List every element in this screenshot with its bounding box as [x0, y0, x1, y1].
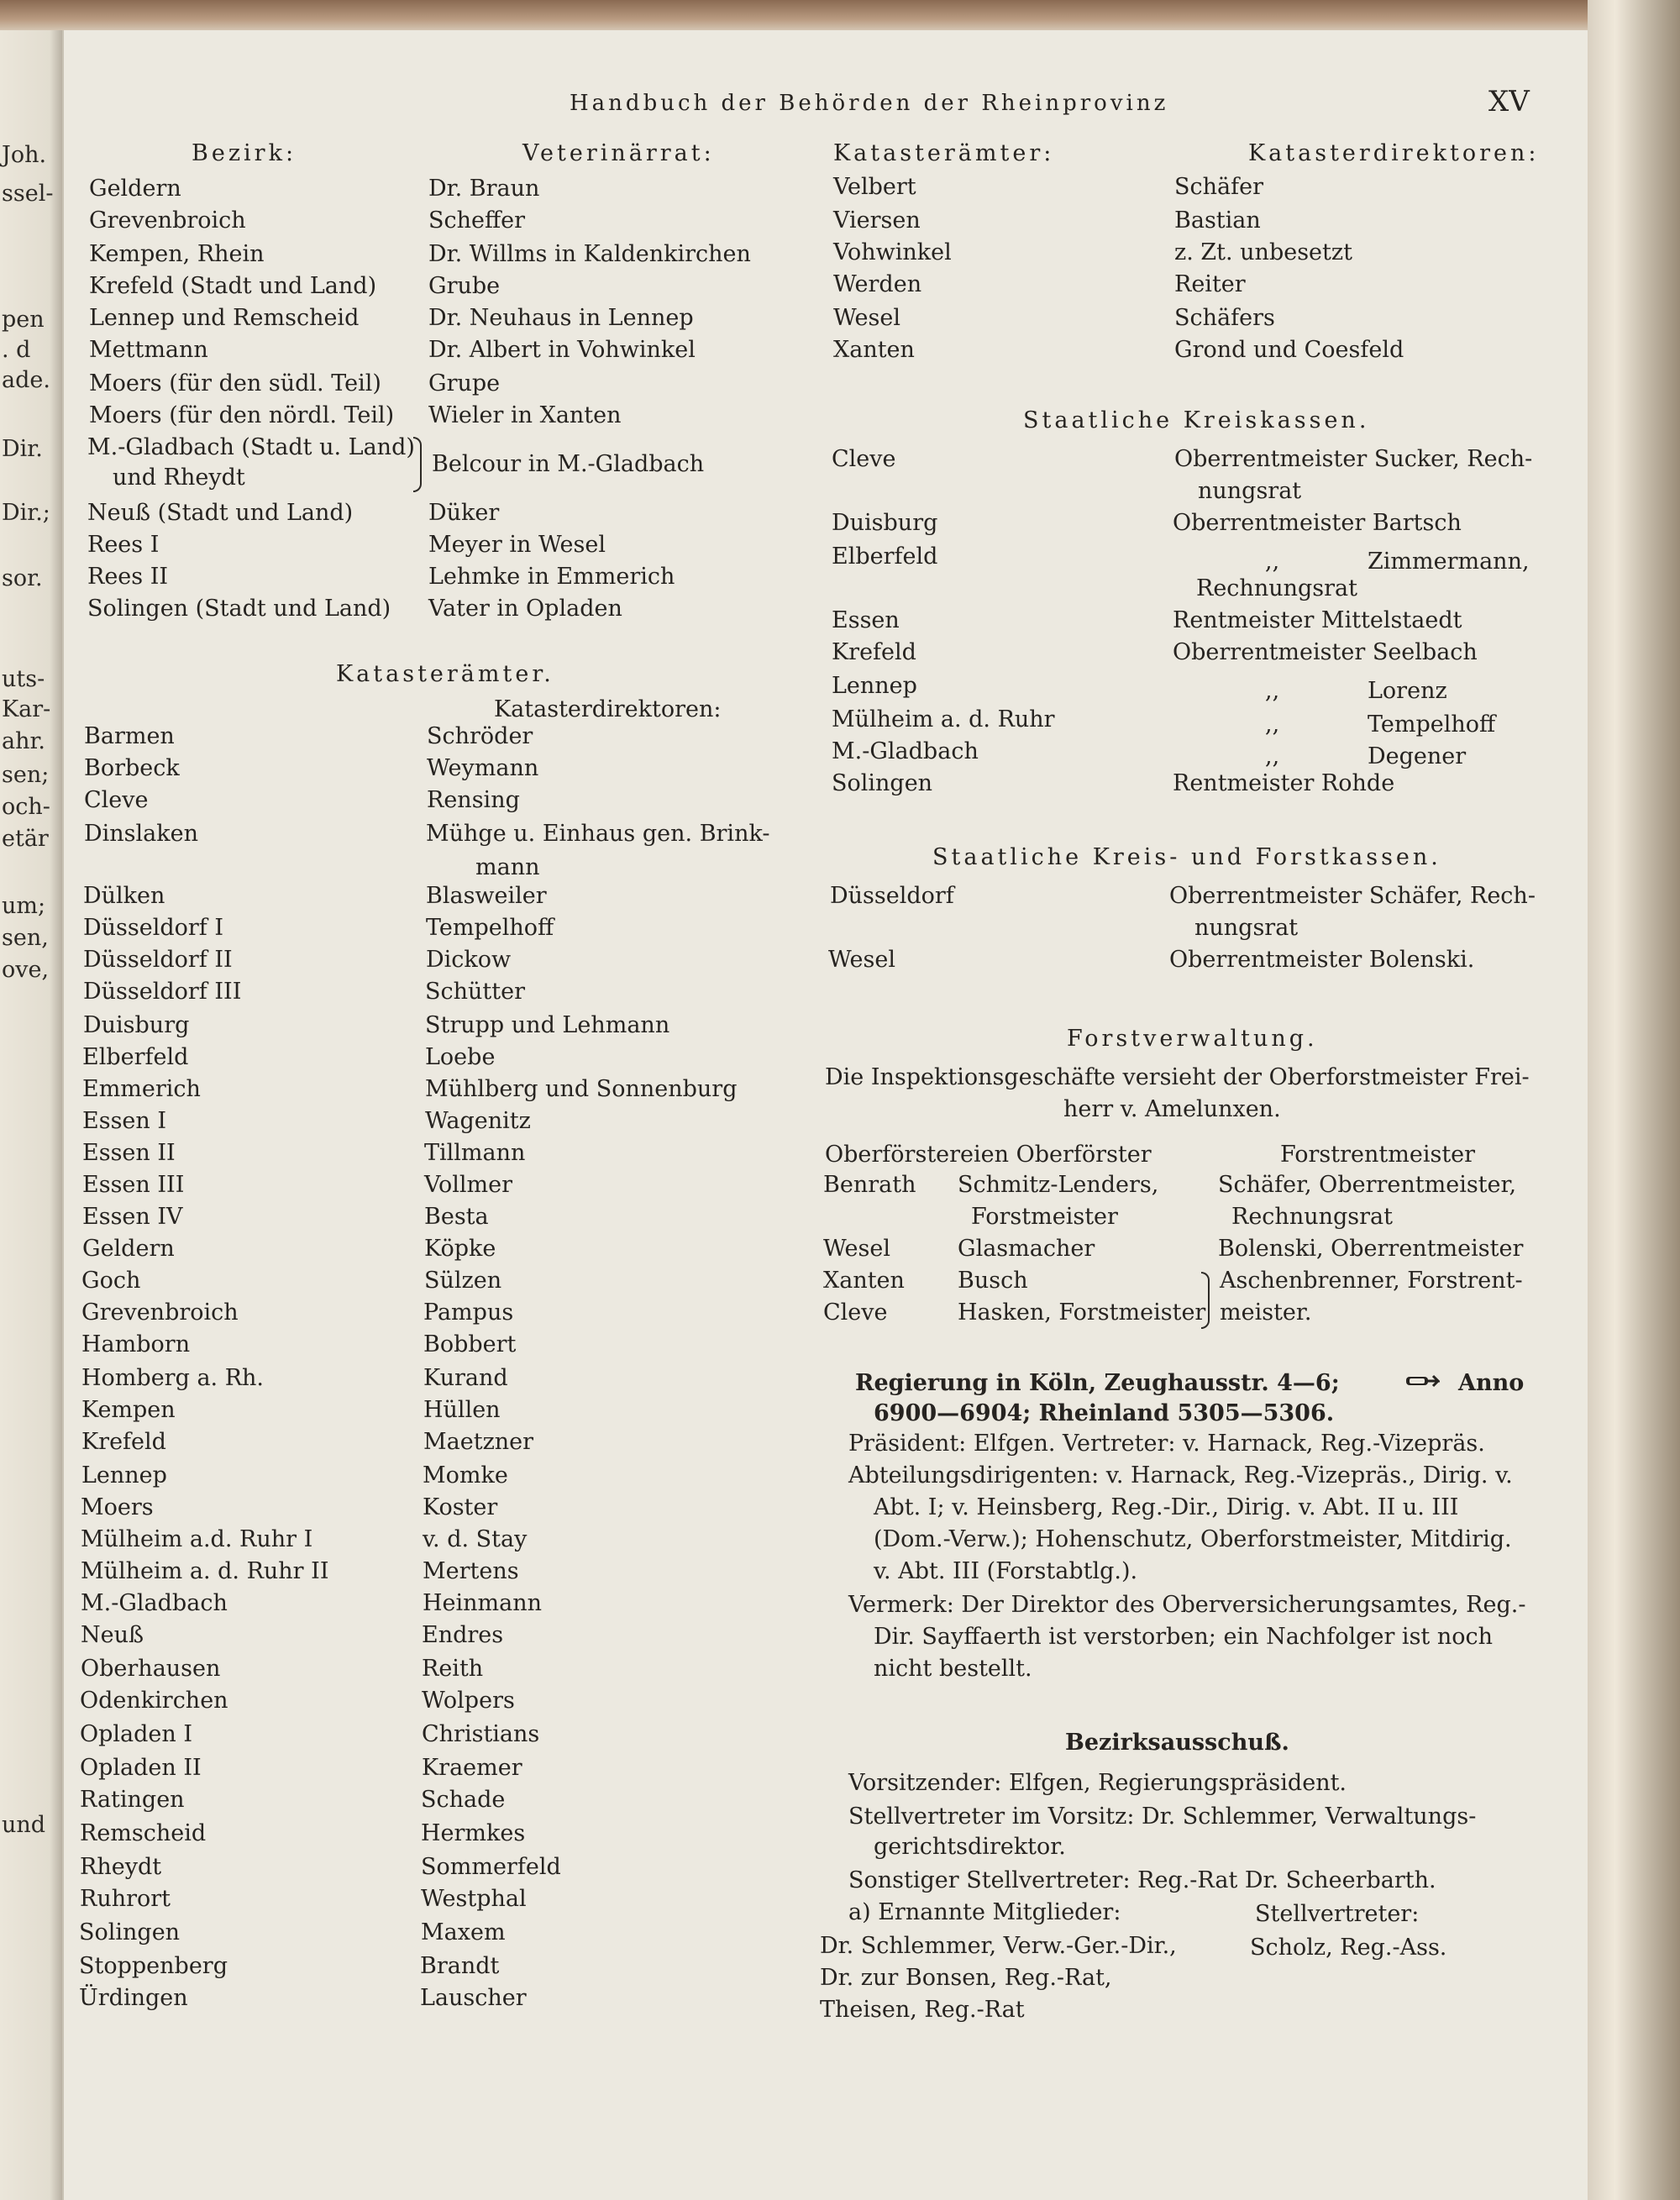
left-margin-fragment: sen, [2, 925, 49, 951]
forstrentmeister-cell: meister. [1220, 1300, 1312, 1326]
kasse-ort-cell: Essen [832, 607, 900, 633]
katasterdirektor-cell: z. Zt. unbesetzt [1174, 239, 1352, 265]
vet-cell: Dr. Willms in Kaldenkirchen [428, 241, 751, 267]
rentmeister-cell: Oberrentmeister Bolenski. [1169, 947, 1475, 973]
bezirksausschuss-line: gerichtsdirektor. [874, 1834, 1066, 1860]
katasterdirektor-cell: Mertens [423, 1558, 519, 1584]
vet-cell: Düker [428, 500, 500, 526]
section-title-forstkassen: Staatliche Kreis- und Forstkassen. [932, 844, 1441, 870]
kasse-ort-cell: Duisburg [832, 510, 938, 536]
col-head-katasterdirektoren: Katasterdirektoren: [1248, 140, 1540, 166]
left-margin-fragment: och- [2, 794, 50, 820]
katasterdirektor-cell: Vollmer [424, 1172, 513, 1198]
katasteramt-cell: Essen I [82, 1108, 167, 1134]
katasterdirektor-cell: Weymann [427, 755, 539, 781]
katasterdirektor-cell: Besta [424, 1204, 489, 1230]
katasterdirektor-cell: Sülzen [424, 1268, 502, 1294]
left-margin-fragment: Joh. [2, 142, 47, 168]
left-margin-fragment: sen; [2, 762, 50, 788]
ditto-mark: ,, [1265, 549, 1280, 575]
katasterdirektor-cell: Schröder [427, 723, 533, 749]
katasterdirektor-cell: Pampus [423, 1300, 514, 1326]
katasteramt-cell: Essen IV [82, 1204, 183, 1230]
katasteramt-cell: Moers [81, 1494, 154, 1520]
katasterdirektor-cell: Maxem [421, 1919, 506, 1945]
vet-cell: Dr. Neuhaus in Lennep [428, 305, 694, 331]
ditto-mark: ,, [1265, 711, 1280, 738]
katasterdirektor-cell: Schade [421, 1787, 506, 1813]
vet-cell: Grube [428, 273, 501, 299]
katasterdirektor-cell: Kraemer [422, 1755, 522, 1781]
katasterdirektor-cell: Heinmann [423, 1590, 543, 1616]
katasteramt-cell: Wesel [833, 305, 900, 331]
deputy-entry: Scholz, Reg.-Ass. [1250, 1935, 1447, 1961]
bezirk-cell: Mettmann [89, 337, 208, 363]
member-entry: Dr. Schlemmer, Verw.-Ger.-Dir., [820, 1933, 1177, 1959]
katasterdirektor-cell: Bobbert [423, 1331, 517, 1357]
katasterdirektor-cell: Köpke [424, 1236, 496, 1262]
left-margin-fragment: . d [2, 337, 31, 363]
katasteramt-cell: Odenkirchen [80, 1688, 228, 1714]
katasteramt-cell: Werden [833, 271, 922, 297]
oberfoerster-cell: Hasken, Forstmeister [958, 1300, 1206, 1326]
kasse-ort-cell: Solingen [832, 770, 933, 796]
left-margin-fragment: ove, [2, 957, 50, 983]
rentmeister-cell: Oberrentmeister Sucker, Rech- [1174, 446, 1533, 472]
rentmeister-cell: Oberrentmeister Schäfer, Rech- [1169, 883, 1536, 909]
forstrentmeister-cell: Aschenbrenner, Forstrent- [1220, 1268, 1523, 1294]
katasteramt-cell: Rheydt [80, 1854, 162, 1880]
col-head-veterinaerrat: Veterinärrat: [522, 140, 715, 166]
bezirk-cell: Moers (für den südl. Teil) [89, 370, 381, 396]
katasteramt-cell: Krefeld [81, 1429, 166, 1455]
bezirk-cell: Solingen (Stadt und Land) [87, 596, 391, 622]
katasterdirektor-cell: Blasweiler [426, 883, 547, 909]
bezirk-cell: Krefeld (Stadt und Land) [89, 273, 377, 299]
katasterdirektor-cell: Sommerfeld [421, 1854, 561, 1880]
katasteramt-cell: Viersen [833, 207, 921, 234]
bezirk-cell: Kempen, Rhein [89, 241, 265, 267]
oberfoersterei-cell: Wesel [823, 1236, 890, 1262]
oberfoerster-cell: Schmitz-Lenders, [958, 1172, 1159, 1198]
vet-cell: Meyer in Wesel [428, 532, 606, 558]
katasteramt-cell: Grevenbroich [81, 1300, 239, 1326]
rentmeister-cell: nungsrat [1194, 915, 1299, 941]
bezirksausschuss-line: Sonstiger Stellvertreter: Reg.-Rat Dr. Scheerbarth. [848, 1867, 1436, 1893]
katasterdirektor-cell: Brandt [420, 1953, 500, 1979]
left-margin-fragment: etär [2, 826, 49, 852]
book-top-edge [0, 0, 1680, 32]
bezirk-cell: Neuß (Stadt und Land) [87, 500, 354, 526]
katasterdirektor-cell: Endres [422, 1622, 504, 1648]
regierung-heading: 6900—6904; Rheinland 5305—5306. [874, 1400, 1335, 1426]
kasse-ort-cell: Lennep [832, 673, 917, 699]
forstrentmeister-cell: Bolenski, Oberrentmeister [1218, 1236, 1524, 1262]
kasse-ort-cell: Elberfeld [832, 543, 938, 570]
katasteramt-cell: Elberfeld [82, 1044, 189, 1070]
katasteramt-cell: Mülheim a.d. Ruhr I [81, 1526, 313, 1552]
katasterdirektor-cell: v. d. Stay [423, 1526, 528, 1552]
katasteramt-cell: Emmerich [82, 1076, 201, 1102]
left-margin-fragment: pen [2, 307, 45, 333]
katasterdirektor-cell: Mühge u. Einhaus gen. Brink- [426, 821, 770, 847]
brace [413, 437, 422, 492]
katasteramt-cell: Ürdingen [79, 1985, 188, 2011]
left-margin-fragment: Dir. [2, 436, 43, 462]
katasteramt-cell: Dinslaken [84, 821, 198, 847]
bezirk-cell: Lennep und Remscheid [89, 305, 360, 331]
regierung-line: Präsident: Elfgen. Vertreter: v. Harnack, Reg.-Vizepräs. [848, 1431, 1485, 1457]
kasse-ort-cell: Wesel [828, 947, 895, 973]
vet-cell: Belcour in M.-Gladbach [432, 451, 705, 477]
bezirk-cell: Rees I [87, 532, 160, 558]
col-head-bezirk: Bezirk: [192, 140, 297, 166]
col-head-katasterdirektoren: Katasterdirektoren: [494, 696, 722, 722]
forstrentmeister-cell: Rechnungsrat [1231, 1204, 1393, 1230]
katasteramt-cell: Opladen II [80, 1755, 202, 1781]
vet-cell: Grupe [428, 370, 501, 396]
katasterdirektor-cell: Grond und Coesfeld [1174, 337, 1404, 363]
vet-cell: Dr. Braun [428, 176, 540, 202]
katasteramt-cell: Hamborn [81, 1331, 191, 1357]
vet-cell: Lehmke in Emmerich [428, 564, 675, 590]
left-margin-fragment: sor. [2, 565, 43, 591]
oberfoerster-cell: Forstmeister [971, 1204, 1118, 1230]
katasterdirektor-cell: Wagenitz [425, 1108, 531, 1134]
katasterdirektor-cell: Koster [423, 1494, 498, 1520]
bezirk-cell: M.-Gladbach (Stadt u. Land) [87, 434, 415, 460]
katasterdirektor-cell: Dickow [426, 947, 512, 973]
left-margin-fragment: uts- [2, 666, 45, 692]
katasterdirektor-cell: Wolpers [422, 1688, 515, 1714]
katasterdirektor-cell: Momke [423, 1462, 508, 1489]
katasteramt-cell: Ratingen [80, 1787, 185, 1813]
regierung-heading: Anno [1458, 1370, 1525, 1396]
bezirk-cell: und Rheydt [113, 465, 245, 491]
oberfoerster-cell: Busch [958, 1268, 1028, 1294]
katasteramt-cell: Velbert [833, 174, 916, 200]
katasteramt-cell: Vohwinkel [833, 239, 952, 265]
col-head-forstrentmeister: Forstrentmeister [1280, 1142, 1476, 1168]
regierung-heading: Regierung in Köln, Zeughausstr. 4—6; [855, 1370, 1340, 1396]
regierung-line: Abt. I; v. Heinsberg, Reg.-Dir., Dirig. v. Abt. II u. III [874, 1494, 1459, 1520]
katasterdirektor-cell: Loebe [425, 1044, 496, 1070]
katasteramt-cell: Dülken [83, 883, 165, 909]
katasteramt-cell: M.-Gladbach [81, 1590, 228, 1616]
rentmeister-cell: Oberrentmeister Seelbach [1173, 639, 1478, 665]
left-margin-fragment: Dir.; [2, 500, 50, 526]
kasse-ort-cell: Düsseldorf [830, 883, 954, 909]
kasse-ort-cell: Cleve [832, 446, 896, 472]
katasterdirektor-cell: Lauscher [420, 1985, 527, 2011]
katasteramt-cell: Goch [81, 1268, 141, 1294]
rentmeister-cell: Zimmermann, [1368, 549, 1530, 575]
regierung-line: Vermerk: Der Direktor des Oberversicherungsamtes, Reg.- [848, 1592, 1526, 1618]
rentmeister-cell: nungsrat [1198, 478, 1302, 504]
katasterdirektor-cell: Schütter [425, 979, 525, 1005]
brace [1201, 1272, 1210, 1329]
katasteramt-cell: Solingen [79, 1919, 181, 1945]
oberfoerster-cell: Glasmacher [958, 1236, 1095, 1262]
katasterdirektor-cell: Tillmann [424, 1140, 526, 1166]
bezirk-cell: Rees II [87, 564, 169, 590]
katasterdirektor-cell: Reiter [1174, 271, 1246, 297]
katasterdirektor-cell: Bastian [1174, 207, 1261, 234]
kasse-ort-cell: M.-Gladbach [832, 738, 979, 764]
katasteramt-cell: Düsseldorf II [83, 947, 233, 973]
katasteramt-cell: Kempen [81, 1397, 176, 1423]
katasterdirektor-cell: Rensing [427, 787, 520, 813]
katasterdirektor-cell: mann [475, 854, 540, 880]
vet-cell: Wieler in Xanten [428, 402, 622, 428]
katasterdirektor-cell: Reith [422, 1656, 484, 1682]
vet-cell: Vater in Opladen [428, 596, 622, 622]
page-header-title: Handbuch der Behörden der Rheinprovinz [570, 91, 1169, 116]
kasse-ort-cell: Krefeld [832, 639, 916, 665]
left-margin-fragment: ade. [2, 367, 50, 393]
katasterdirektor-cell: Kurand [423, 1365, 508, 1391]
col-head-katasteraemter: Katasterämter: [833, 140, 1055, 166]
section-title-forstverwaltung: Forstverwaltung. [1067, 1026, 1318, 1052]
forstrentmeister-cell: Schäfer, Oberrentmeister, [1218, 1172, 1517, 1198]
katasteramt-cell: Ruhrort [80, 1886, 171, 1912]
vet-cell: Scheffer [428, 207, 526, 234]
katasteramt-cell: Lennep [81, 1462, 167, 1489]
rentmeister-cell: Oberrentmeister Bartsch [1173, 510, 1462, 536]
paragraph-line: Die Inspektionsgeschäfte versieht der Oberforstmeister Frei- [825, 1064, 1530, 1090]
section-title-bezirksausschuss: Bezirksausschuß. [1065, 1730, 1289, 1756]
regierung-line: (Dom.-Verw.); Hohenschutz, Oberforstmeister, Mitdirig. [874, 1526, 1512, 1552]
katasteramt-cell: Oberhausen [81, 1656, 221, 1682]
member-entry: Theisen, Reg.-Rat [820, 1997, 1025, 2023]
rentmeister-cell: Degener [1368, 743, 1467, 769]
rentmeister-cell: Rechnungsrat [1196, 575, 1357, 601]
katasterdirektor-cell: Schäfer [1174, 174, 1263, 200]
katasterdirektor-cell: Christians [422, 1721, 540, 1747]
bezirk-cell: Geldern [89, 176, 181, 202]
katasterdirektor-cell: Mühlberg und Sonnenburg [425, 1076, 738, 1102]
katasteramt-cell: Essen III [82, 1172, 185, 1198]
ditto-mark: ,, [1265, 743, 1280, 769]
katasterdirektor-cell: Westphal [421, 1886, 527, 1912]
member-entry: Dr. zur Bonsen, Reg.-Rat, [820, 1965, 1112, 1991]
katasteramt-cell: Opladen I [80, 1721, 193, 1747]
section-title-kreiskassen: Staatliche Kreiskassen. [1023, 407, 1370, 433]
regierung-line: v. Abt. III (Forstabtlg.). [874, 1558, 1138, 1584]
katasteramt-cell: Barmen [84, 723, 175, 749]
col-head-oberfoerster: Oberförstereien Oberförster [825, 1142, 1152, 1168]
katasteramt-cell: Borbeck [84, 755, 180, 781]
katasteramt-cell: Homberg a. Rh. [81, 1365, 265, 1391]
rentmeister-cell: Rentmeister Mittelstaedt [1173, 607, 1462, 633]
left-margin-fragment: ahr. [2, 728, 46, 754]
katasterdirektor-cell: Hüllen [423, 1397, 501, 1423]
telephone-icon [1404, 1369, 1440, 1398]
oberfoersterei-cell: Cleve [823, 1300, 888, 1326]
page-number: XV [1488, 85, 1530, 118]
paragraph-line: herr v. Amelunxen. [1063, 1096, 1281, 1122]
left-margin-fragment: ssel- [2, 181, 54, 207]
oberfoersterei-cell: Benrath [823, 1172, 916, 1198]
oberfoersterei-cell: Xanten [823, 1268, 905, 1294]
members-heading: a) Ernannte Mitglieder: [848, 1899, 1121, 1925]
katasterdirektor-cell: Schäfers [1174, 305, 1275, 331]
katasteramt-cell: Essen II [82, 1140, 176, 1166]
deputies-heading: Stellvertreter: [1255, 1901, 1420, 1927]
bezirksausschuss-line: Vorsitzender: Elfgen, Regierungspräsident. [848, 1770, 1347, 1796]
book-right-edge [1588, 0, 1680, 2200]
rentmeister-cell: Tempelhoff [1368, 711, 1496, 738]
katasterdirektor-cell: Maetzner [423, 1429, 534, 1455]
rentmeister-cell: Lorenz [1368, 678, 1447, 704]
rentmeister-cell: Rentmeister Rohde [1173, 770, 1395, 796]
katasteramt-cell: Remscheid [80, 1820, 207, 1846]
ditto-mark: ,, [1265, 678, 1280, 704]
katasterdirektor-cell: Hermkes [421, 1820, 526, 1846]
left-margin-fragment: Kar- [2, 696, 51, 722]
vet-cell: Dr. Albert in Vohwinkel [428, 337, 696, 363]
regierung-line: Dir. Sayffaerth ist verstorben; ein Nachfolger ist noch [874, 1624, 1494, 1650]
kasse-ort-cell: Mülheim a. d. Ruhr [832, 706, 1055, 732]
katasteramt-cell: Geldern [82, 1236, 175, 1262]
katasteramt-cell: Düsseldorf I [83, 915, 224, 941]
katasteramt-cell: Duisburg [83, 1012, 190, 1038]
katasteramt-cell: Neuß [81, 1622, 144, 1648]
left-margin-fragment: und [2, 1812, 46, 1838]
katasterdirektor-cell: Tempelhoff [426, 915, 554, 941]
bezirksausschuss-line: Stellvertreter im Vorsitz: Dr. Schlemmer, Verwaltungs- [848, 1804, 1477, 1830]
katasteramt-cell: Stoppenberg [79, 1953, 228, 1979]
katasterdirektor-cell: Strupp und Lehmann [425, 1012, 670, 1038]
katasteramt-cell: Xanten [833, 337, 915, 363]
katasteramt-cell: Düsseldorf III [83, 979, 242, 1005]
katasteramt-cell: Mülheim a. d. Ruhr II [81, 1558, 329, 1584]
bezirk-cell: Grevenbroich [89, 207, 246, 234]
section-title-katasteraemter: Katasterämter. [336, 661, 554, 687]
katasteramt-cell: Cleve [84, 787, 149, 813]
regierung-line: nicht bestellt. [874, 1656, 1032, 1682]
left-margin-fragment: um; [2, 893, 46, 919]
regierung-line: Abteilungsdirigenten: v. Harnack, Reg.-Vizepräs., Dirig. v. [848, 1462, 1513, 1489]
bezirk-cell: Moers (für den nördl. Teil) [89, 402, 395, 428]
